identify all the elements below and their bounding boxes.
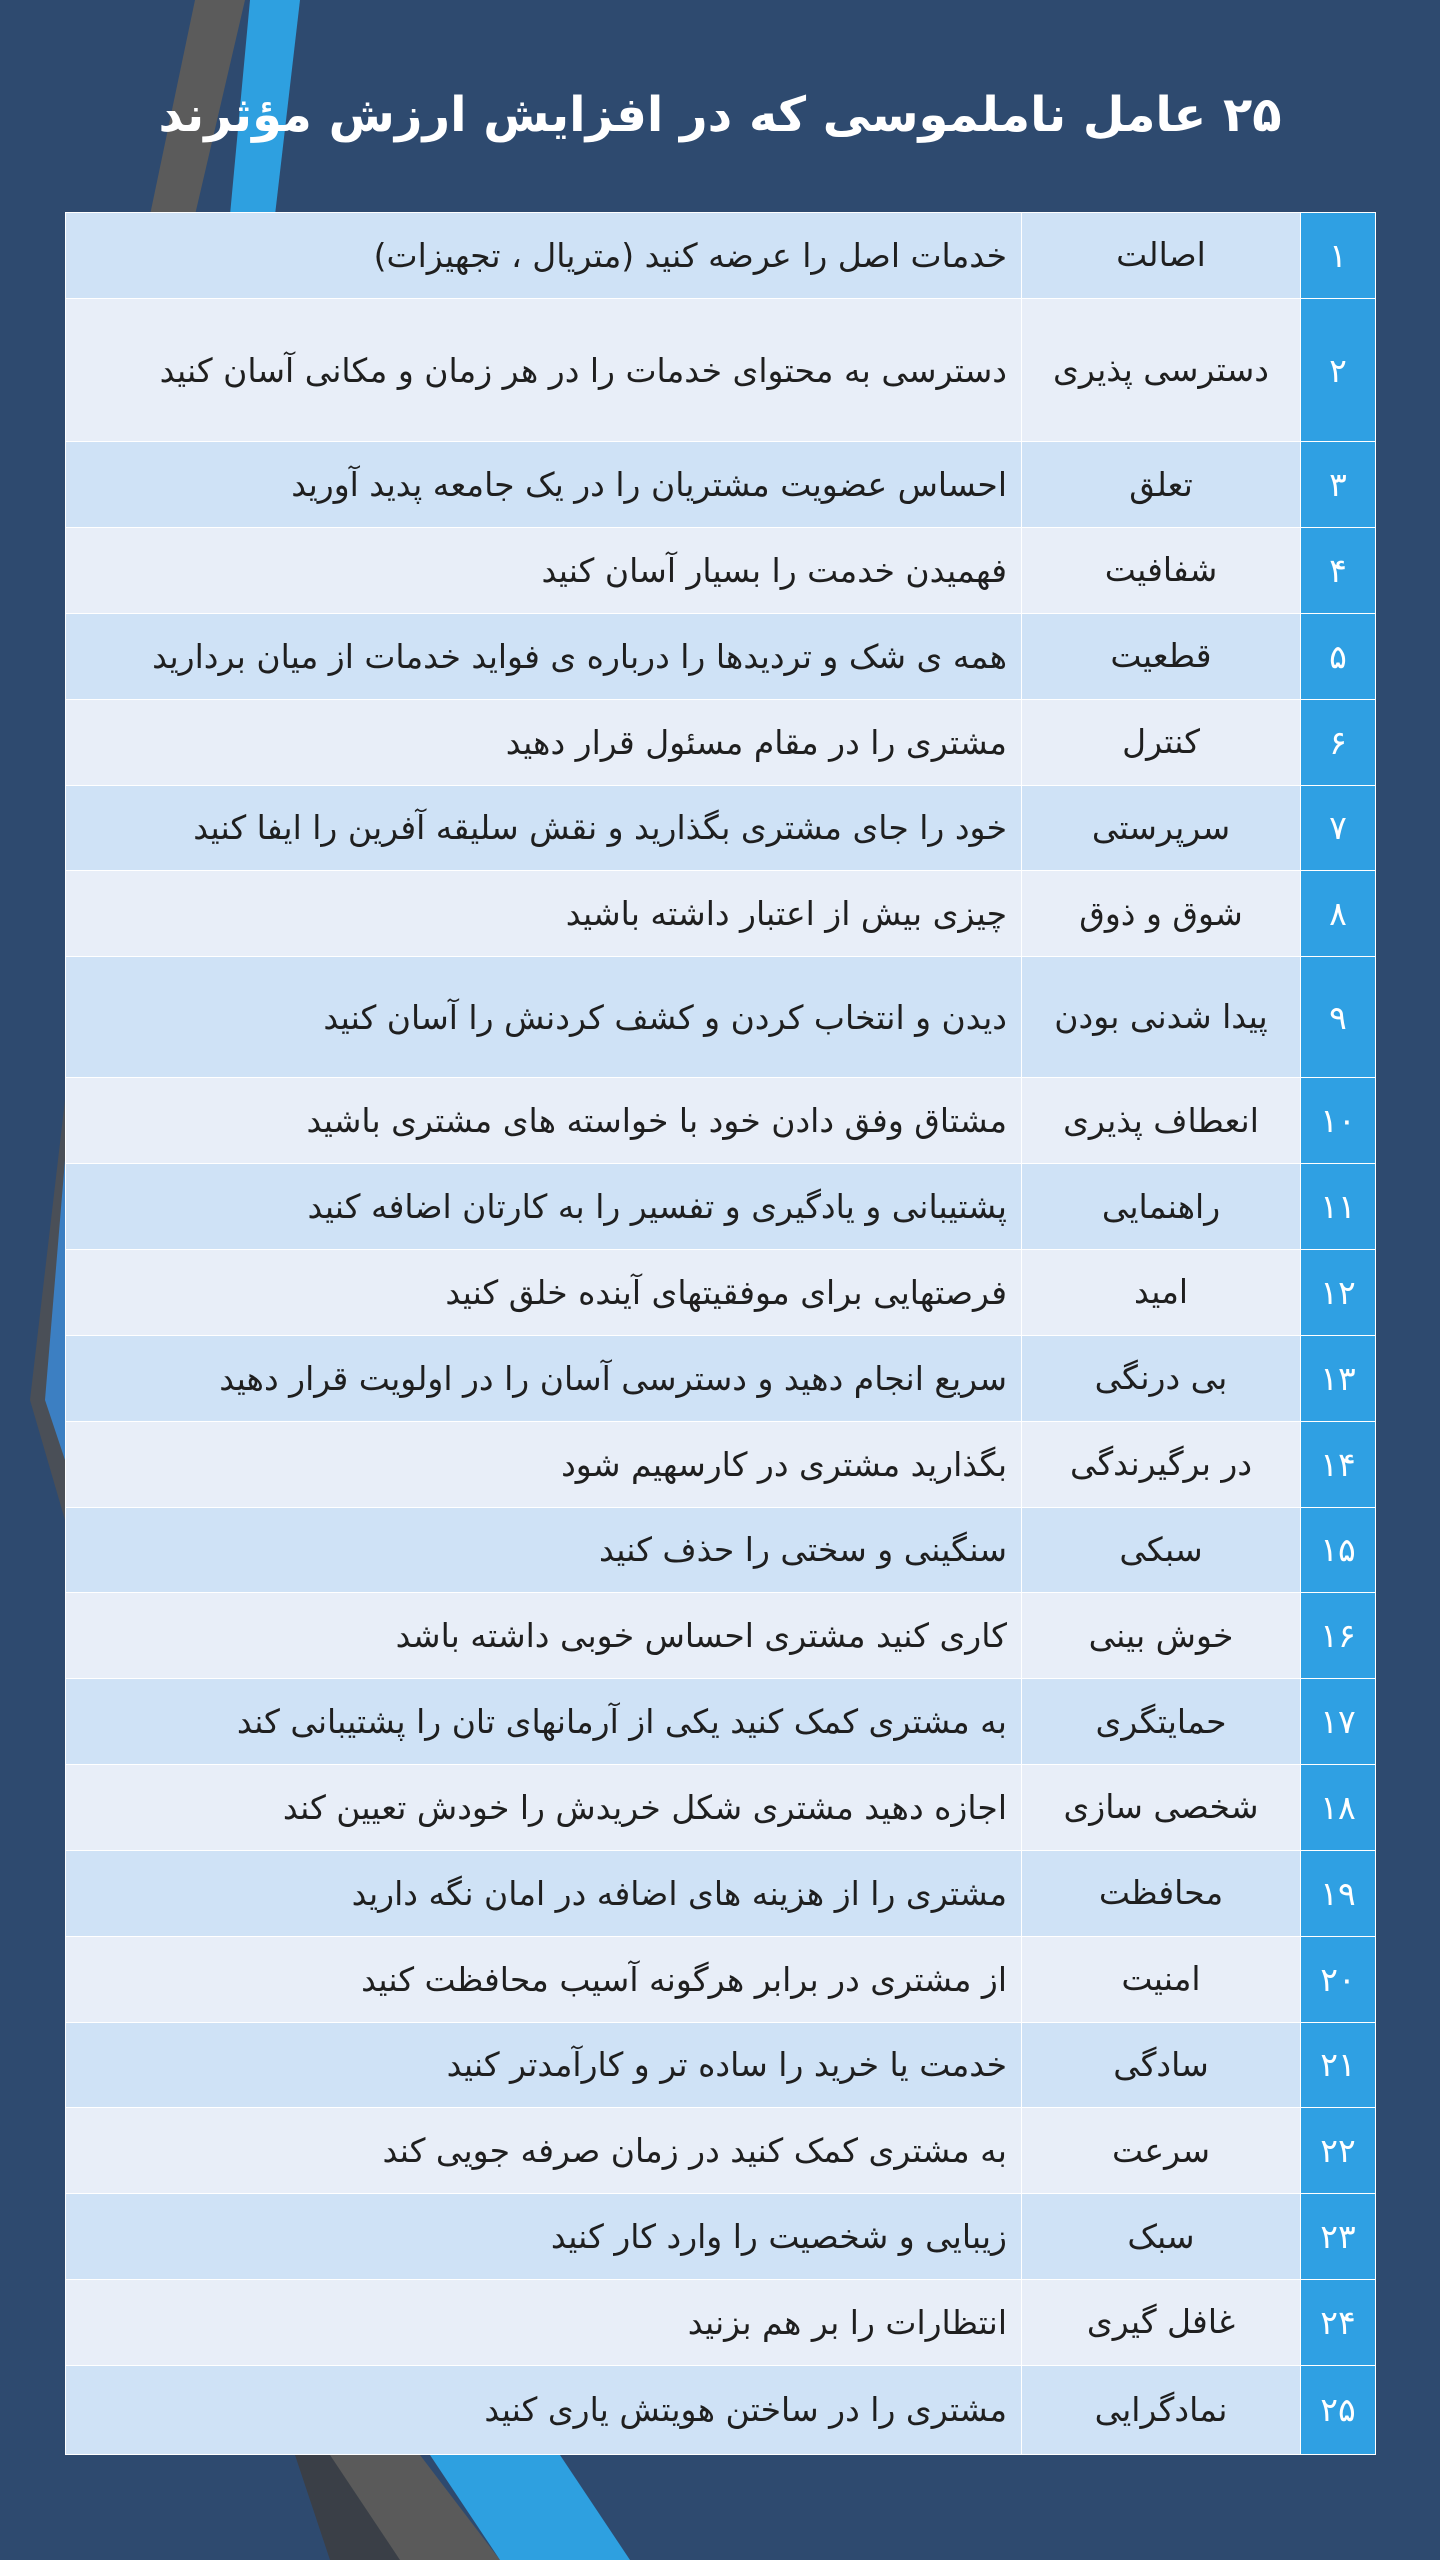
table-row (66, 213, 1376, 299)
row-number: ۱۹ (1301, 1850, 1376, 1936)
row-number: ۱۶ (1301, 1593, 1376, 1679)
factor-name: نمادگرایی (1022, 2365, 1301, 2454)
row-number: ۲ (1301, 298, 1376, 441)
row-number: ۲۱ (1301, 2022, 1376, 2108)
factor-name: شوق و ذوق (1022, 871, 1301, 957)
table-row (66, 2022, 1376, 2108)
factor-name: دسترسی پذیری (1022, 298, 1301, 441)
table-row (66, 1164, 1376, 1250)
factor-description: به مشتری کمک کنید در زمان صرفه جویی کند (66, 2108, 1022, 2194)
page-title: ۲۵ عامل ناملموسی که در افزایش ارزش مؤثرند (158, 87, 1282, 143)
factor-name: شخصی سازی (1022, 1765, 1301, 1851)
table-row (66, 957, 1376, 1078)
factor-description: زیبایی و شخصیت را وارد کار کنید (66, 2194, 1022, 2280)
factor-name: راهنمایی (1022, 1164, 1301, 1250)
row-number: ۲۵ (1301, 2365, 1376, 2454)
factor-name: سبکی (1022, 1507, 1301, 1593)
factor-description: مشتری را در مقام مسئول قرار دهید (66, 699, 1022, 785)
factor-name: قطعیت (1022, 613, 1301, 699)
factor-name: سرعت (1022, 2108, 1301, 2194)
row-number: ۱۵ (1301, 1507, 1376, 1593)
table-row (66, 2365, 1376, 2454)
table-row (66, 871, 1376, 957)
row-number: ۱۸ (1301, 1765, 1376, 1851)
table-row (66, 2108, 1376, 2194)
row-number: ۲۳ (1301, 2194, 1376, 2280)
row-number: ۱۴ (1301, 1421, 1376, 1507)
table-row (66, 1335, 1376, 1421)
table-row (66, 613, 1376, 699)
factor-name: غافل گیری (1022, 2279, 1301, 2365)
row-number: ۷ (1301, 785, 1376, 871)
table-row (66, 528, 1376, 614)
factor-name: محافظت (1022, 1850, 1301, 1936)
table-row (66, 1936, 1376, 2022)
row-number: ۱۷ (1301, 1679, 1376, 1765)
factor-name: امید (1022, 1250, 1301, 1336)
factor-description: مشتری را در ساختن هویتش یاری کنید (66, 2365, 1022, 2454)
factor-description: از مشتری در برابر هرگونه آسیب محافظت کنید (66, 1936, 1022, 2022)
table-row (66, 699, 1376, 785)
factor-description: پشتیبانی و یادگیری و تفسیر را به کارتان اضافه کنید (66, 1164, 1022, 1250)
factor-name: امنیت (1022, 1936, 1301, 2022)
table-row (66, 1765, 1376, 1851)
factor-name: بی درنگی (1022, 1335, 1301, 1421)
row-number: ۹ (1301, 957, 1376, 1078)
table-row (66, 1850, 1376, 1936)
factor-description: اجازه دهید مشتری شکل خریدش را خودش تعیین کند (66, 1765, 1022, 1851)
factor-name: شفافیت (1022, 528, 1301, 614)
factor-description: خدمات اصل را عرضه کنید (متریال ، تجهیزات) (66, 213, 1022, 299)
factor-description: احساس عضویت مشتریان را در یک جامعه پدید آورید (66, 442, 1022, 528)
factor-description: سریع انجام دهید و دسترسی آسان را در اولویت قرار دهید (66, 1335, 1022, 1421)
factor-description: خود را جای مشتری بگذارید و نقش سلیقه آفرین را ایفا کنید (66, 785, 1022, 871)
factor-name: سبک (1022, 2194, 1301, 2280)
row-number: ۱۰ (1301, 1078, 1376, 1164)
factor-description: بگذارید مشتری در کارسهیم شود (66, 1421, 1022, 1507)
factor-description: دسترسی به محتوای خدمات را در هر زمان و مکانی آسان کنید (66, 298, 1022, 441)
table-row (66, 298, 1376, 441)
row-number: ۱۳ (1301, 1335, 1376, 1421)
factor-name: حمایتگری (1022, 1679, 1301, 1765)
factor-description: مشتاق وفق دادن خود با خواسته های مشتری باشید (66, 1078, 1022, 1164)
table-row (66, 2279, 1376, 2365)
factor-description: فرصتهایی برای موفقیتهای آینده خلق کنید (66, 1250, 1022, 1336)
row-number: ۱ (1301, 213, 1376, 299)
row-number: ۲۲ (1301, 2108, 1376, 2194)
table-row (66, 2194, 1376, 2280)
factor-name: تعلق (1022, 442, 1301, 528)
factor-name: کنترل (1022, 699, 1301, 785)
row-number: ۱۱ (1301, 1164, 1376, 1250)
factor-description: کاری کنید مشتری احساس خوبی داشته باشد (66, 1593, 1022, 1679)
row-number: ۴ (1301, 528, 1376, 614)
factor-description: خدمت یا خرید را ساده تر و کارآمدتر کنید (66, 2022, 1022, 2108)
row-number: ۲۴ (1301, 2279, 1376, 2365)
row-number: ۱۲ (1301, 1250, 1376, 1336)
table-row (66, 785, 1376, 871)
factor-description: چیزی بیش از اعتبار داشته باشید (66, 871, 1022, 957)
factor-description: فهمیدن خدمت را بسیار آسان کنید (66, 528, 1022, 614)
table-row (66, 1679, 1376, 1765)
factor-name: سرپرستی (1022, 785, 1301, 871)
table-row (66, 1507, 1376, 1593)
table-row (66, 1250, 1376, 1336)
row-number: ۲۰ (1301, 1936, 1376, 2022)
factor-name: خوش بینی (1022, 1593, 1301, 1679)
factor-description: مشتری را از هزینه های اضافه در امان نگه دارید (66, 1850, 1022, 1936)
factors-table-container (65, 212, 1376, 2455)
factor-description: به مشتری کمک کنید یکی از آرمانهای تان را پشتیبانی کند (66, 1679, 1022, 1765)
factor-description: دیدن و انتخاب کردن و کشف کردنش را آسان کنید (66, 957, 1022, 1078)
table-row (66, 1421, 1376, 1507)
factor-name: سادگی (1022, 2022, 1301, 2108)
table-row (66, 1078, 1376, 1164)
factor-description: سنگینی و سختی را حذف کنید (66, 1507, 1022, 1593)
row-number: ۶ (1301, 699, 1376, 785)
row-number: ۳ (1301, 442, 1376, 528)
row-number: ۸ (1301, 871, 1376, 957)
table-row (66, 442, 1376, 528)
factor-name: در برگیرندگی (1022, 1421, 1301, 1507)
factor-name: اصالت (1022, 213, 1301, 299)
row-number: ۵ (1301, 613, 1376, 699)
factor-name: پیدا شدنی بودن (1022, 957, 1301, 1078)
factors-table (65, 212, 1376, 2455)
factor-description: همه ی شک و تردیدها را درباره ی فواید خدمات از میان بردارید (66, 613, 1022, 699)
factor-description: انتظارات را بر هم بزنید (66, 2279, 1022, 2365)
factor-name: انعطاف پذیری (1022, 1078, 1301, 1164)
table-row (66, 1593, 1376, 1679)
